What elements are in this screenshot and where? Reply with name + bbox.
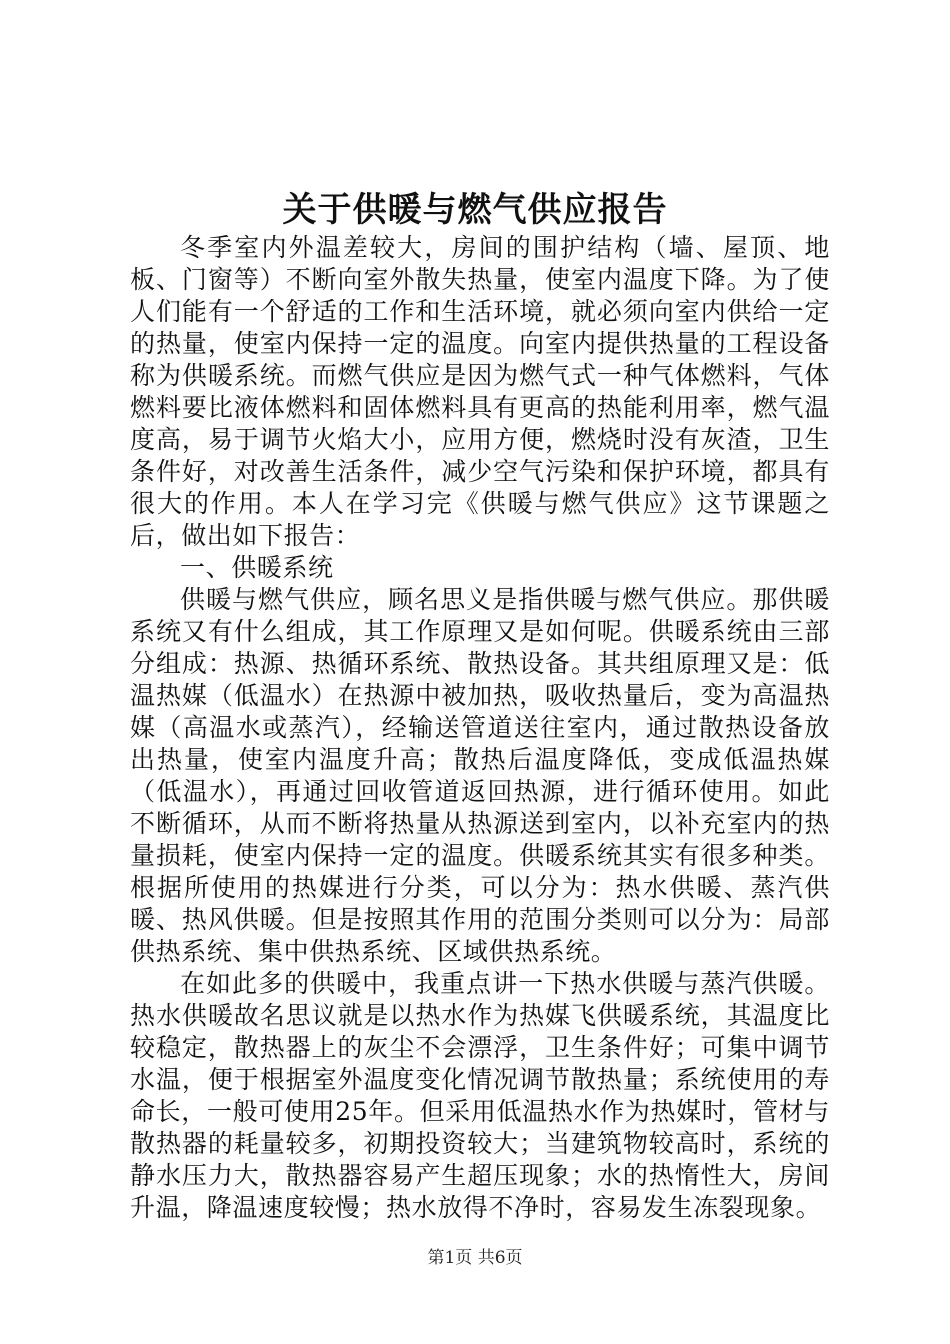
hot-water-steam-paragraph: 在如此多的供暖中，我重点讲一下热水供暖与蒸汽供暖。热水供暖故名思议就是以热水作为热媒飞供暖系统，其温度比较稳定，散热器上的灰尘不会漂浮，卫生条件好；可集中调节水温，便于根据室外温度变化情况调节散热量；系统使用的寿命长，一般可使用25年。但采用低温热水作为热媒时，管材与散热器的耗量较多，初期投资较大；当建筑物较高时，系统的静水压力大，散热器容易产生超压现象；水的热惰性大，房间升温，降温速度较慢；热水放得不净时，容易发生冻裂现象。: [130, 969, 830, 1222]
document-body: [130, 232, 830, 1224]
heating-system-paragraph: 供暖与燃气供应，顾名思义是指供暖与燃气供应。那供暖系统又有什么组成，其工作原理又是如何呢。供暖系统由三部分组成：热源、热循环系统、散热设备。其共组原理又是：低温热媒（低温水）在热源中被加热，吸收热量后，变为高温热媒（高温水或蒸汽），经输送管道送往室内，通过散热设备放出热量，使室内温度升高；散热后温度降低，变成低温热媒（低温水），再通过回收管道返回热源，进行循环使用。如此不断循环，从而不断将热量从热源送到室内，以补充室内的热量损耗，使室内保持一定的温度。供暖系统其实有很多种类。根据所使用的热媒进行分类，可以分为：热水供暖、蒸汽供暖、热风供暖。但是按照其作用的范围分类则可以分为：局部供热系统、集中供热系统、区域供热系统。: [130, 585, 830, 966]
section-heading-heating-system: 一、供暖系统: [180, 553, 334, 582]
document-title: 关于供暖与燃气供应报告: [282, 190, 668, 230]
intro-paragraph: 冬季室内外温差较大，房间的围护结构（墙、屋顶、地板、门窗等）不断向室外散失热量，使室内温度下降。为了使人们能有一个舒适的工作和生活环境，就必须向室内供给一定的热量，使室内保持一定的温度。向室内提供热量的工程设备称为供暖系统。而燃气供应是因为燃气式一种气体燃料，气体燃料要比液体燃料和固体燃料具有更高的热能利用率，燃气温度高，易于调节火焰大小，应用方便，燃烧时没有灰渣，卫生条件好，对改善生活条件，减少空气污染和保护环境，都具有很大的作用。本人在学习完《供暖与燃气供应》这节课题之后，做出如下报告：: [130, 233, 830, 550]
page-footer: 第1页 共6页: [427, 1248, 523, 1268]
